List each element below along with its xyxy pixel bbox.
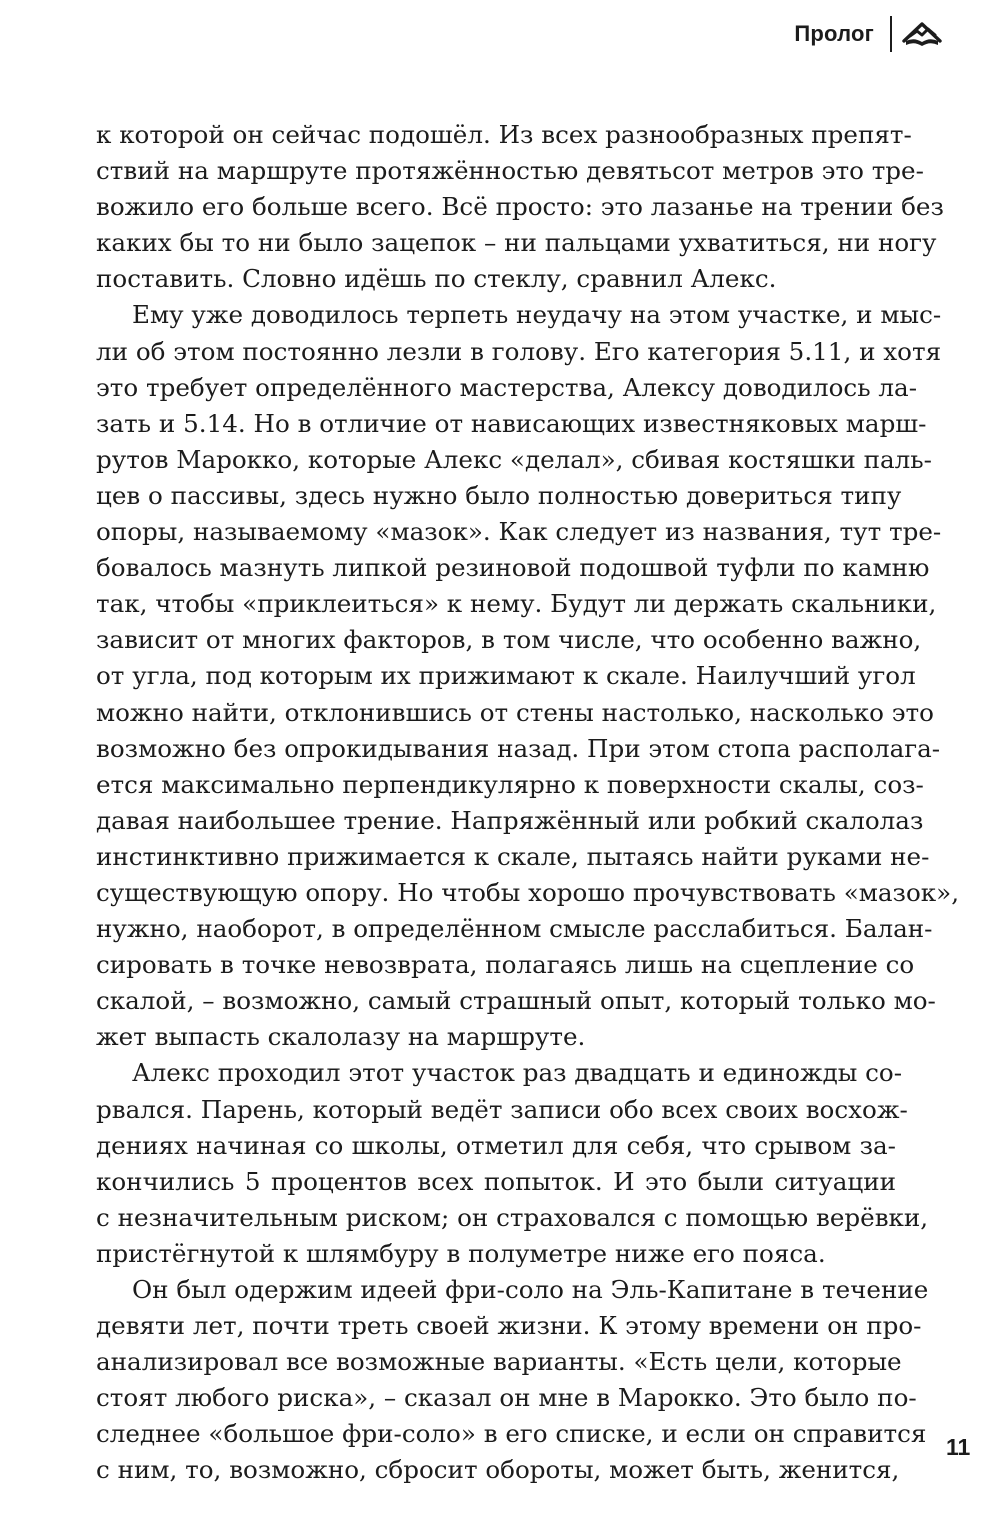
header-divider: [890, 16, 892, 52]
text-line: ется максимально перпендикулярно к поверхности скалы, соз-: [96, 769, 924, 799]
text-line: пристёгнутой к шлямбуру в полуметре ниже его пояса.: [96, 1238, 826, 1268]
paragraph: [96, 297, 960, 1055]
text-line: это требует определённого мастерства, Алексу доводилось ла-: [96, 372, 918, 402]
running-header: [794, 12, 942, 56]
text-line: цев о пассивы, здесь нужно было полностью довериться типу: [96, 480, 902, 510]
page-number: 11: [946, 1434, 971, 1460]
text-line: сировать в точке невозврата, полагаясь лишь на сцепление со: [96, 950, 915, 980]
text-line: нужно, наоборот, в определённом смысле расслабиться. Балан-: [96, 914, 933, 944]
text-line: зать и 5.14. Но в отличие от нависающих известняковых марш-: [96, 408, 927, 438]
chapter-title: Пролог: [794, 21, 874, 46]
text-line: зависит от многих факторов, в том числе, что особенно важно,: [96, 625, 922, 655]
text-line: рвался. Парень, который ведёт записи обо всех своих восхож-: [96, 1094, 908, 1124]
text-line: бовалось мазнуть липкой резиновой подошвой туфли по камню: [96, 553, 930, 583]
text-line: рутов Марокко, которые Алекс «делал», сбивая костяшки паль-: [96, 444, 932, 474]
text-line: можно найти, отклонившись от стены настолько, насколько это: [96, 697, 934, 727]
text-line: поставить. Словно идёшь по стеклу, сравнил Алекс.: [96, 264, 777, 294]
text-line: каких бы то ни было зацепок – ни пальцами ухватиться, ни ногу: [96, 228, 937, 258]
text-line: возможно без опрокидывания назад. При этом стопа располага-: [96, 733, 941, 763]
text-line: следнее «большое фри-соло» в его списке, и если он справится: [96, 1419, 927, 1449]
paragraph: [96, 117, 944, 297]
mountain-book-icon: [902, 14, 942, 54]
text-line: инстинктивно прижимается к скале, пытаясь найти руками не-: [96, 841, 930, 871]
text-line: скалой, – возможно, самый страшный опыт, который только мо-: [96, 986, 936, 1016]
body-text: [96, 117, 960, 1489]
text-line: жет выпасть скалолазу на маршруте.: [96, 1022, 586, 1052]
text-line: девяти лет, почти треть своей жизни. К этому времени он про-: [96, 1311, 922, 1341]
text-line: от угла, под которым их прижимают к скале. Наилучший угол: [96, 661, 916, 691]
text-line: так, чтобы «приклеиться» к нему. Будут ли держать скальники,: [96, 589, 937, 619]
text-line: ствий на маршруте протяжённостью девятьсот метров это тре-: [96, 156, 924, 186]
text-line: дениях начиная со школы, отметил для себя, что срывом за-: [96, 1130, 896, 1160]
paragraph: [96, 1272, 929, 1489]
text-line: Ему уже доводилось терпеть неудачу на этом участке, и мыс-: [132, 300, 942, 330]
text-line: вожило его больше всего. Всё просто: это лазанье на трении без: [96, 192, 944, 222]
text-line: с ним, то, возможно, сбросит обороты, может быть, женится,: [96, 1455, 900, 1485]
text-line: давая наибольшее трение. Напряжённый или робкий скалолаз: [96, 805, 924, 835]
text-line: Он был одержим идеей фри-соло на Эль-Капитане в течение: [132, 1275, 929, 1304]
text-line: стоят любого риска», – сказал он мне в Марокко. Это было по-: [96, 1383, 917, 1413]
text-line: кончились 5 процентов всех попыток. И это были ситуации: [96, 1166, 896, 1196]
text-line: анализировал все возможные варианты. «Есть цели, которые: [96, 1347, 902, 1377]
text-line: к которой он сейчас подошёл. Из всех разнообразных препят-: [96, 120, 912, 149]
text-line: Алекс проходил этот участок раз двадцать и единожды со-: [132, 1058, 903, 1088]
text-line: с незначительным риском; он страховался с помощью верёвки,: [96, 1202, 929, 1232]
text-line: существующую опору. Но чтобы хорошо прочувствовать «мазок»,: [96, 877, 960, 907]
paragraph: [96, 1055, 929, 1272]
text-line: опоры, называемому «мазок». Как следует из названия, тут тре-: [96, 517, 942, 547]
text-line: ли об этом постоянно лезли в голову. Его категория 5.11, и хотя: [96, 336, 942, 366]
